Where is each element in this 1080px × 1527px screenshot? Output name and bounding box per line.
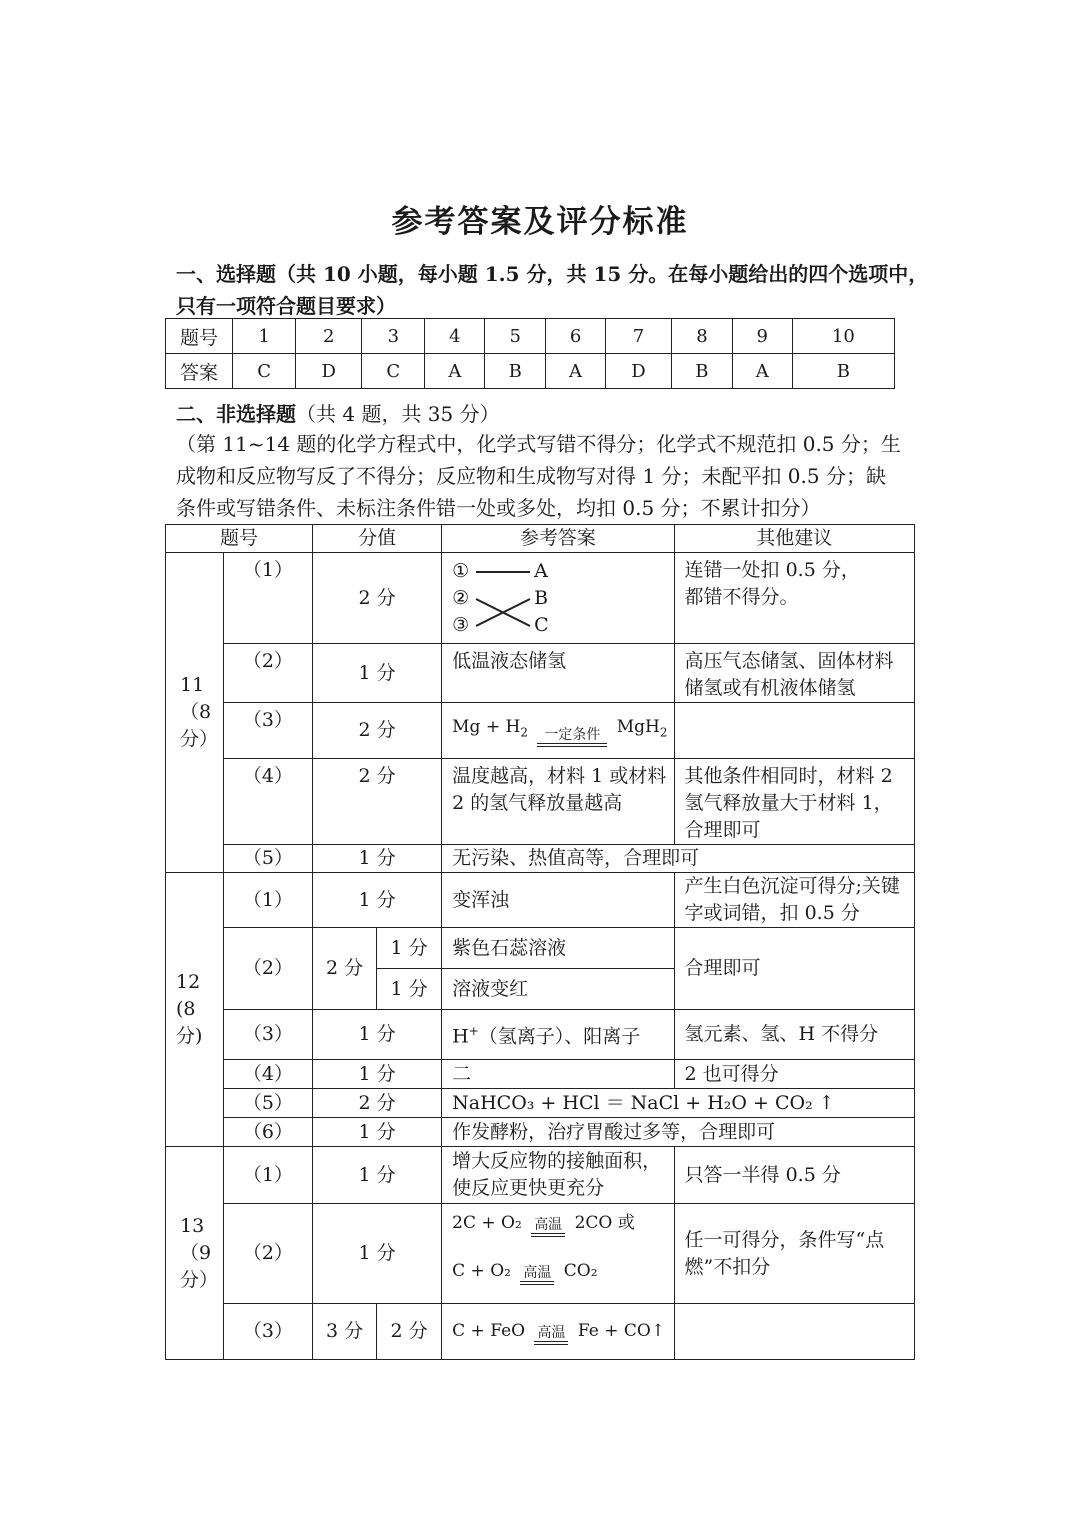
mcq-answer-table [165, 318, 895, 389]
eq-right: Fe + CO↑ [577, 1321, 666, 1341]
q12-part5: （5） [223, 1089, 312, 1118]
eq-subscript: 2 [520, 725, 528, 740]
equation-line-1 [452, 1210, 667, 1258]
q12-points: (8 [176, 998, 196, 1020]
table-row [166, 1204, 915, 1304]
mcq-question-number: 7 [605, 319, 671, 354]
table-row [166, 759, 915, 845]
table-row [166, 644, 915, 703]
suggestion-line: 都错不得分。 [684, 586, 799, 608]
q13-part1: （1） [223, 1147, 312, 1204]
eq-equals-bars [537, 743, 607, 747]
q12-part2-suggestion: 合理即可 [674, 928, 914, 1010]
q12-points-unit: 分) [176, 1025, 203, 1047]
q12-part1-answer: 变浑浊 [442, 873, 674, 928]
section1-heading-line1: 一、选择题（共 10 小题，每小题 1.5 分，共 15 分。在每小题给出的四个选项中， [176, 262, 929, 286]
q13-part3-score: 3 分 [313, 1304, 377, 1360]
section2-heading-tail: （共 4 题，共 35 分） [296, 402, 500, 426]
match-left-2: ② [452, 587, 470, 609]
mcq-question-number: 5 [485, 319, 546, 354]
q12-part2: （2） [223, 928, 312, 1010]
mcq-question-number: 1 [233, 319, 296, 354]
table-row [166, 703, 915, 759]
q12-part6-answer: 作发酵粉，治疗胃酸过多等，合理即可 [442, 1118, 915, 1147]
q12-number: 12 [176, 971, 201, 993]
q11-points-unit: 分） [180, 728, 219, 750]
eq-condition-arrow [537, 728, 607, 747]
table-row [166, 1010, 915, 1060]
q12-part4-suggestion: 2 也可得分 [674, 1060, 914, 1089]
match-right-b: B [534, 587, 549, 609]
ion-symbol: H [452, 1025, 469, 1048]
q12-part2-answer2: 溶液变红 [442, 969, 674, 1010]
matching-lines [474, 558, 534, 638]
eq-equals-bars [531, 1233, 565, 1237]
mcq-question-row [166, 319, 895, 354]
table-row [166, 1060, 915, 1089]
eq-left: 2C + O₂ [452, 1212, 522, 1233]
match-right-a: A [534, 560, 548, 582]
q11-part3-equation [442, 703, 674, 759]
q11-part4-answer: 温度越高，材料 1 或材料 2 的氢气释放量越高 [442, 759, 674, 845]
q12-part2-score: 2 分 [313, 928, 377, 1010]
q12-part6-score: 1 分 [313, 1118, 442, 1147]
section2-note-line1: （第 11~14 题的化学方程式中，化学式写错不得分；化学式不规范扣 0.5 分；生 [176, 432, 901, 456]
q13-part2-score: 1 分 [313, 1204, 442, 1304]
eq-right: CO₂ [563, 1260, 598, 1281]
q12-part3-answer [442, 1010, 674, 1060]
q13-points: （9 [180, 1241, 212, 1264]
q12-part5-score: 2 分 [313, 1089, 442, 1118]
table-row [166, 928, 915, 969]
table-row [166, 1118, 915, 1147]
scoring-table [165, 524, 915, 1360]
q13-part3-suggestion [674, 1304, 914, 1360]
mcq-question-number: 6 [546, 319, 606, 354]
header-suggestion: 其他建议 [674, 525, 914, 553]
q12-part4-answer: 二 [442, 1060, 674, 1089]
eq-equals-bars [534, 1341, 568, 1345]
mcq-answer: D [296, 354, 362, 389]
ion-description: （氢离子）、阳离子 [478, 1025, 641, 1048]
q11-part3-score: 2 分 [313, 703, 442, 759]
eq-condition: 高温 [534, 1216, 563, 1233]
eq-condition-arrow [531, 1218, 565, 1237]
mcq-answer: B [485, 354, 546, 389]
eq-right: MgH [616, 717, 660, 738]
q13-part1-score: 1 分 [313, 1147, 442, 1204]
q11-part4-suggestion: 其他条件相同时，材料 2 氢气释放量大于材料 1，合理即可 [674, 759, 914, 845]
q11-part1-suggestion [674, 553, 914, 644]
mcq-answer: B [671, 354, 732, 389]
q13-points-unit: 分） [180, 1268, 219, 1291]
q13-label [166, 1147, 224, 1360]
q12-part2-subscore2: 1 分 [377, 969, 442, 1010]
eq-right: 2CO 或 [574, 1212, 635, 1233]
q12-part1-score: 1 分 [313, 873, 442, 928]
mcq-question-header: 题号 [166, 319, 233, 354]
mcq-answer: C [362, 354, 425, 389]
q12-part4-score: 1 分 [313, 1060, 442, 1089]
mcq-answer: D [605, 354, 671, 389]
table-row [166, 1089, 915, 1118]
q11-part5-answer: 无污染、热值高等，合理即可 [442, 845, 915, 873]
mcq-question-number: 4 [425, 319, 485, 354]
equation-line-2 [452, 1258, 667, 1298]
q13-part1-suggestion: 只答一半得 0.5 分 [674, 1147, 914, 1204]
match-left-1: ① [452, 560, 470, 582]
table-row [166, 1147, 915, 1204]
header-answer: 参考答案 [442, 525, 674, 553]
q12-part2-answer1: 紫色石蕊溶液 [442, 928, 674, 969]
q12-part4: （4） [223, 1060, 312, 1089]
mcq-answer-row [166, 354, 895, 389]
q13-part2-equations [442, 1204, 674, 1304]
eq-condition-arrow [520, 1266, 554, 1285]
q12-part3-suggestion: 氢元素、氢、H 不得分 [674, 1010, 914, 1060]
q11-label [166, 553, 224, 873]
eq-left: C + O₂ [452, 1260, 511, 1281]
q11-number: 11 [180, 674, 205, 696]
q12-part3-score: 1 分 [313, 1010, 442, 1060]
q12-label [166, 873, 224, 1147]
q13-part2: （2） [223, 1204, 312, 1304]
section1-heading-line2: 只有一项符合题目要求） [176, 294, 396, 318]
eq-condition: 高温 [537, 1325, 566, 1341]
eq-condition: 高温 [523, 1264, 552, 1281]
eq-condition: 一定条件 [544, 726, 601, 743]
mcq-question-number: 9 [732, 319, 792, 354]
q11-part4-score: 2 分 [313, 759, 442, 845]
mcq-answer: A [425, 354, 485, 389]
match-left-3: ③ [452, 614, 470, 636]
table-row [166, 873, 915, 928]
q12-part3: （3） [223, 1010, 312, 1060]
eq-subscript: 2 [659, 725, 668, 740]
q11-part2-score: 1 分 [313, 644, 442, 703]
page-title: 参考答案及评分标准 [391, 204, 689, 240]
mcq-answer: A [732, 354, 792, 389]
q11-part5: （5） [223, 845, 312, 873]
matching-diagram [452, 558, 667, 638]
q11-part5-score: 1 分 [313, 845, 442, 873]
ion-charge: + [468, 1024, 479, 1039]
mcq-question-number: 2 [296, 319, 362, 354]
q13-part1-answer: 增大反应物的接触面积，使反应更快更充分 [442, 1147, 674, 1204]
header-score: 分值 [313, 525, 442, 553]
q12-part1: （1） [223, 873, 312, 928]
section2-note-line3: 条件或写错条件、未标注条件错一处或多处，均扣 0.5 分；不累计扣分） [176, 496, 821, 520]
q11-points: （8 [180, 701, 212, 723]
q11-part4: （4） [223, 759, 312, 845]
q11-part3-suggestion [674, 703, 914, 759]
match-right-c: C [534, 614, 549, 636]
eq-condition-arrow [534, 1326, 568, 1345]
q13-part3-equation [442, 1304, 674, 1360]
eq-left: Mg + H [452, 717, 521, 738]
mcq-answer: A [546, 354, 606, 389]
eq-left: C + FeO [452, 1321, 526, 1341]
q12-part5-equation: NaHCO₃ + HCl ＝ NaCl + H₂O + CO₂ ↑ [442, 1089, 915, 1118]
mcq-question-number: 3 [362, 319, 425, 354]
q11-part1: （1） [223, 553, 312, 644]
q11-part3: （3） [223, 703, 312, 759]
q11-part2-suggestion: 高压气态储氢、固体材料储氢或有机液体储氢 [674, 644, 914, 703]
q13-part3: （3） [223, 1304, 312, 1360]
section2-heading-bold: 二、非选择题 [176, 402, 296, 426]
table-row [166, 845, 915, 873]
mcq-question-number: 10 [792, 319, 894, 354]
scoring-table-header [166, 525, 915, 553]
q11-part2: （2） [223, 644, 312, 703]
q12-part6: （6） [223, 1118, 312, 1147]
header-question: 题号 [166, 525, 313, 553]
table-row [166, 1304, 915, 1360]
q11-part1-matching [442, 553, 674, 644]
eq-equals-bars [520, 1281, 554, 1285]
q13-part2-suggestion: 任一可得分，条件写“点燃”不扣分 [674, 1204, 914, 1304]
table-row [166, 553, 915, 644]
q13-number: 13 [180, 1214, 205, 1237]
q11-part2-answer: 低温液态储氢 [442, 644, 674, 703]
mcq-question-number: 8 [671, 319, 732, 354]
suggestion-line: 连错一处扣 0.5 分， [684, 559, 860, 581]
section2-heading [176, 398, 500, 427]
q13-part3-subscore: 2 分 [377, 1304, 442, 1360]
mcq-answer-header: 答案 [166, 354, 233, 389]
mcq-answer: C [233, 354, 296, 389]
mcq-answer: B [792, 354, 894, 389]
section2-note-line2: 成物和反应物写反了不得分；反应物和生成物写对得 1 分；未配平扣 0.5 分；缺 [176, 464, 886, 488]
q12-part2-subscore1: 1 分 [377, 928, 442, 969]
q11-part1-score: 2 分 [313, 553, 442, 644]
q12-part1-suggestion: 产生白色沉淀可得分;关键字或词错，扣 0.5 分 [674, 873, 914, 928]
